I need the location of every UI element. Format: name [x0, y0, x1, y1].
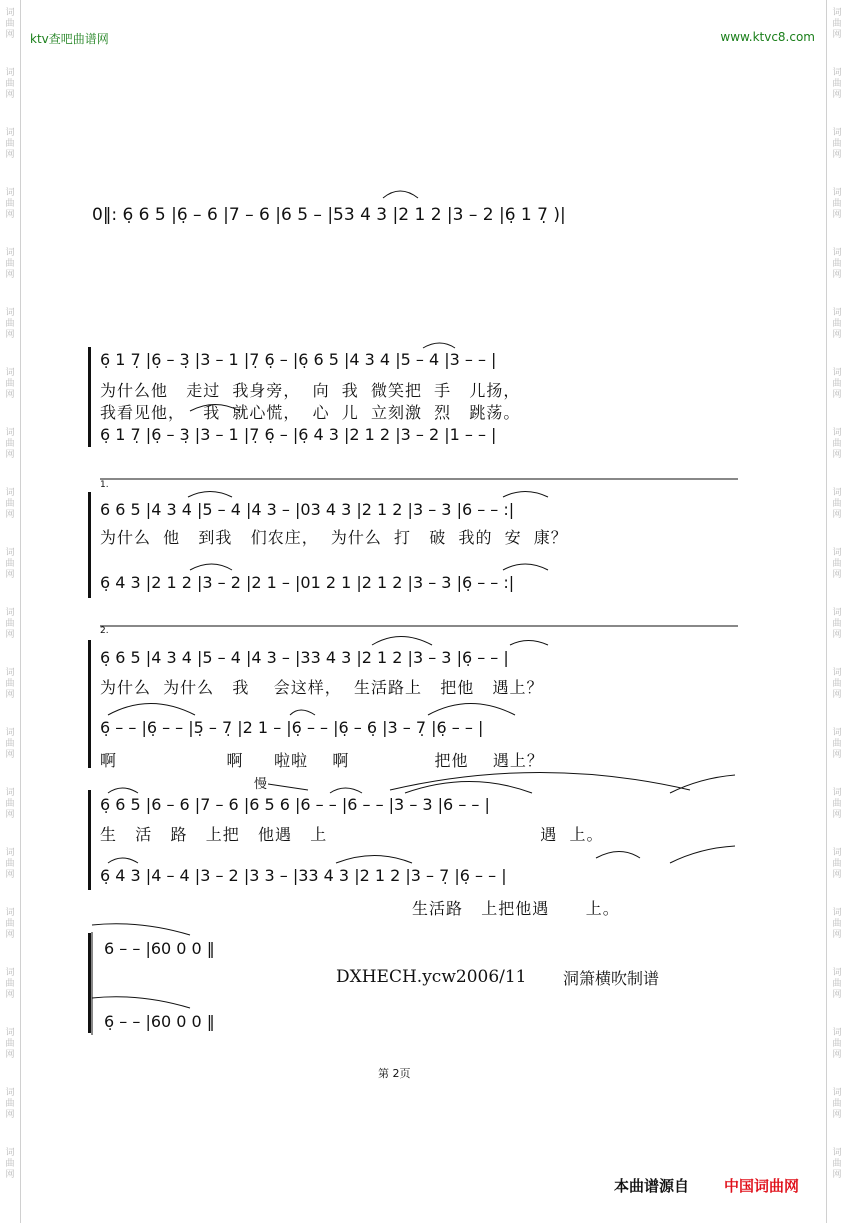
slur-s4h [596, 852, 640, 859]
system2-volta: 1. [100, 480, 109, 490]
slur-s1b [190, 405, 240, 412]
watermark-text: 词曲网 [5, 668, 15, 700]
watermark-text: 词曲网 [5, 308, 15, 340]
watermark-text: 词曲网 [832, 1148, 842, 1180]
watermark-text: 词曲网 [832, 728, 842, 760]
watermark-text: 词曲网 [5, 8, 15, 40]
watermark-text: 词曲网 [5, 1028, 15, 1060]
system5-upper-notation: 6 – – |60 0 0 ‖ [104, 939, 215, 958]
system4-lyric: 生 活 路 上把 他遇 上 遇 上。 [100, 825, 604, 844]
watermark-text: 词曲网 [832, 128, 842, 160]
site-url-right: www.ktvc8.com [720, 30, 815, 44]
watermark-text: 词曲网 [832, 788, 842, 820]
slur-s4g [336, 856, 412, 864]
tempo-marking: 慢 [254, 777, 268, 792]
slur-intro [383, 191, 418, 198]
slur-s4i [670, 846, 735, 863]
watermark-text: 词曲网 [5, 908, 15, 940]
watermark-text: 词曲网 [832, 608, 842, 640]
watermark-text: 词曲网 [832, 908, 842, 940]
site-name-left: ktv查吧曲谱网 [30, 32, 109, 46]
slur-s3a [372, 637, 432, 646]
system3-upper-notation: 6̣ 6 5 |4 3 4 |5 – 4 |4 3 – |33 4 3 |2 1 2 |3 – 3 |6̣ – – | [100, 648, 509, 667]
watermark-text: 词曲网 [832, 1088, 842, 1120]
watermark-text: 词曲网 [832, 488, 842, 520]
slur-s3d [290, 710, 315, 715]
slur-s4c [330, 788, 362, 793]
watermark-text: 词曲网 [5, 368, 15, 400]
watermark-text: 词曲网 [5, 968, 15, 1000]
system1-upper-notation: 6̣ 1 7̣ |6̣ – 3̣ |3 – 1 |7̣ 6̣ – |6̣ 6 5 |4 3 4 |5 – 4 |3 – – | [100, 350, 497, 369]
slur-s3b [510, 641, 548, 646]
slur-s4d [670, 775, 735, 793]
watermark-text: 词曲网 [832, 848, 842, 880]
system2-lower-notation: 6̣ 4 3 |2 1 2 |3 – 2 |2 1 – |01 2 1 |2 1 2 |3 – 3 |6̣ – – :| [100, 573, 515, 592]
watermark-text: 词曲网 [832, 308, 842, 340]
watermark-text: 词曲网 [832, 248, 842, 280]
credit-code: DXHECH.ycw2006/11 [336, 967, 527, 987]
watermark-text: 词曲网 [5, 548, 15, 580]
slur-s3e [428, 704, 515, 716]
watermark-text: 词曲网 [5, 248, 15, 280]
watermark-text: 词曲网 [5, 128, 15, 160]
watermark-text: 词曲网 [5, 68, 15, 100]
slur-s3c [108, 704, 195, 716]
watermark-text: 词曲网 [5, 728, 15, 760]
system4-lower-notation: 6̣ 4 3 |4 – 4 |3 – 2 |3 3 – |33 4 3 |2 1 2 |3 – 7̣ |6̣ – – | [100, 866, 507, 885]
slur-s5b [92, 997, 190, 1008]
system1-lower-notation: 6̣ 1 7̣ |6̣ – 3̣ |3 – 1 |7̣ 6̣ – |6̣ 4 3 |2 1 2 |3 – 2 |1 – – | [100, 425, 497, 444]
watermark-text: 词曲网 [5, 608, 15, 640]
watermark-text: 词曲网 [832, 68, 842, 100]
watermark-text: 词曲网 [5, 848, 15, 880]
watermark-text: 词曲网 [832, 668, 842, 700]
system1-lyric-verse1: 为什么他 走过 我身旁， 向 我 微笑把 手 儿扬， [100, 381, 521, 400]
watermark-text: 词曲网 [832, 1028, 842, 1060]
system4-lower-lyric: 生活路 上把他遇 上。 [412, 899, 620, 918]
watermark-text: 词曲网 [5, 188, 15, 220]
system3-lower-notation: 6̣ – – |6̣ – – |5̣ – 7̣ |2 1 – |6̣ – – |6̣ – 6̣ |3 – 7̣ |6̣ – – | [100, 718, 484, 737]
slur-s4f [108, 858, 138, 863]
slur-s5a [92, 924, 190, 935]
system2-upper-notation: 6 6 5 |4 3 4 |5 – 4 |4 3 – |03 4 3 |2 1 2 |3 – 3 |6 – – :| [100, 500, 515, 519]
watermark-text: 词曲网 [5, 1088, 15, 1120]
system3-volta: 2. [100, 626, 109, 636]
credit-text: 洞箫横吹制谱 [563, 969, 660, 988]
system2-lyric: 为什么 他 到我 们农庄， 为什么 打 破 我的 安 康？ [100, 528, 568, 547]
slur-s2c [190, 564, 232, 570]
watermark-text: 词曲网 [5, 788, 15, 820]
watermark-text: 词曲网 [832, 968, 842, 1000]
page-number: 第 2页 [378, 1067, 411, 1080]
slur-s2a [188, 492, 232, 498]
slur-s2d [503, 564, 548, 570]
watermark-text: 词曲网 [5, 488, 15, 520]
system1-lyric-verse2: 我看见他， 我 就心慌， 心 儿 立刻激 烈 跳荡。 [100, 403, 521, 422]
watermark-text: 词曲网 [832, 368, 842, 400]
source-label: 本曲谱源自 [614, 1177, 690, 1195]
slur-s2b [503, 492, 548, 498]
watermark-text: 词曲网 [832, 8, 842, 40]
tempo-line [268, 784, 308, 790]
intro-notation: 0‖: 6̣ 6 5 |6̣ – 6 |7 – 6 |6 5 – |53 4 3 |2 1 2 |3 – 2 |6̣ 1 7̣ )| [92, 205, 566, 225]
watermark-text: 词曲网 [832, 428, 842, 460]
system4-upper-notation: 6̣ 6 5 |6 – 6 |7 – 6 |6 5 6 |6 – – |6 – – |3 – 3 |6 – – | [100, 795, 490, 814]
slur-s1a [423, 343, 455, 348]
watermark-text: 词曲网 [832, 548, 842, 580]
watermark-text: 词曲网 [5, 428, 15, 460]
watermark-text: 词曲网 [832, 188, 842, 220]
slur-s4e [108, 788, 138, 793]
watermark-text: 词曲网 [5, 1148, 15, 1180]
source-site-link[interactable]: 中国词曲网 [724, 1177, 800, 1195]
system5-lower-notation: 6̣ – – |60 0 0 ‖ [104, 1012, 215, 1031]
system3-lyric: 为什么 为什么 我 会这样， 生活路上 把他 遇上？ [100, 678, 544, 697]
system3-lower-lyric: 啊 啊 啦啦 啊 把他 遇上？ [100, 751, 544, 770]
slur-s4a [390, 773, 690, 791]
